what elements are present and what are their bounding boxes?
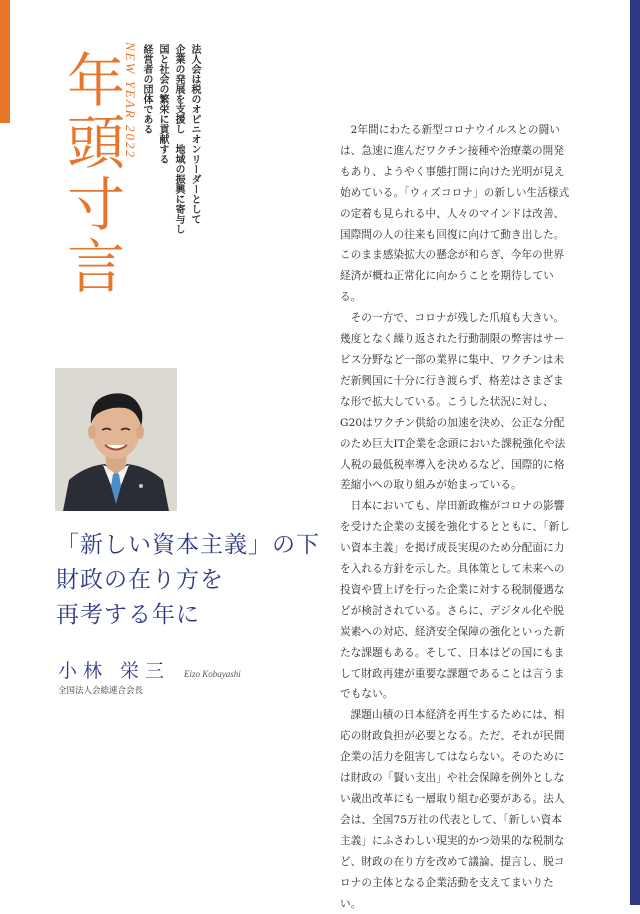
page-title: 年頭寸言	[57, 50, 125, 298]
headline	[56, 528, 336, 633]
article-body	[340, 120, 572, 914]
body-paragraph: 日本においても、岸田新政権がコロナの影響を受けた企業の支援を強化するとともに、「新しい資本主義」を掲げ成長実現のため分配面に力を入れる方針を示した。具体策として未来への投資や賃上げを行った企業に対する税制優遇などが検討されている。さらに、デジタル化や脱炭素への対応、経済安全保障の強化といった新たな課題もある。そして、日本はどの国にもまして財政再建が重要な課題であることは言うまでもない。	[340, 500, 570, 701]
body-paragraph: 課題山積の日本経済を再生するためには、相応の財政負担が必要となる。ただ、それが民間企業の活力を阻害してはならない。そのためには財政の「賢い支出」や社会保障を例外としない歳出改革にも一層取り組む必要がある。法人会は、全国75万社の代表として、「新しい資本主義」にふさわしい現実的かつ効果的な税制など、財政の在り方を改めて議論、提言し、脱コロナの主体となる企業活動を支えてまいりたい。	[340, 709, 565, 910]
headline-line: 財政の在り方を	[56, 567, 224, 593]
navy-stripe	[630, 0, 640, 905]
author-affiliation: 全国法人会総連合会長	[58, 686, 144, 696]
body-paragraph: 2年間にわたる新型コロナウイルスとの闘いは、急速に進んだワクチン接種や治療薬の開発もあり、ようやく事態打開に向けた光明が見え始めている。「ウィズコロナ」の新しい生活様式の定着も見られる中、人々のマインドは改善、国際間の人の往来も回復に向けて動き出した。このまま感染拡大の懸念が和らぎ、今年の世界経済が概ね正常化に向かうことを期待している。	[340, 124, 570, 304]
author-name-en: Eizo Kobayashi	[184, 669, 241, 679]
headline-line: 再考する年に	[56, 602, 200, 628]
slogan	[140, 44, 201, 234]
slogan-line: 国と社会の繁栄に貢献する	[157, 44, 168, 164]
slogan-line: 法人会は税のオピニオンリーダーとして	[189, 44, 200, 224]
portrait-illustration	[55, 368, 177, 511]
slogan-line: 経営者の団体である	[141, 44, 152, 134]
new-year-subtitle: NEW YEAR 2022	[123, 42, 138, 159]
body-paragraph: その一方で、コロナが残した爪痕も大きい。幾度となく繰り返された行動制限の弊害はサービス分野など一部の業界に集中、ワクチンは未だ新興国に十分に行き渡らず、格差はさまざまな形で拡大している。こうした状況に対し、G20はワクチン供給の加速を決め、公正な分配のため巨大IT企業を念頭においた課税強化や法人税の最低税率導入を決めるなど、国際的に格差縮小への取り組みが始まっている。	[340, 312, 566, 492]
author-byline	[58, 656, 241, 683]
slogan-line: 企業の発展を支援し 地域の振興に寄与し	[173, 44, 184, 234]
author-portrait	[55, 368, 177, 511]
orange-stripe	[0, 0, 10, 123]
headline-line: 「新しい資本主義」の下	[56, 532, 320, 558]
author-name: 小林 栄三	[58, 660, 171, 682]
